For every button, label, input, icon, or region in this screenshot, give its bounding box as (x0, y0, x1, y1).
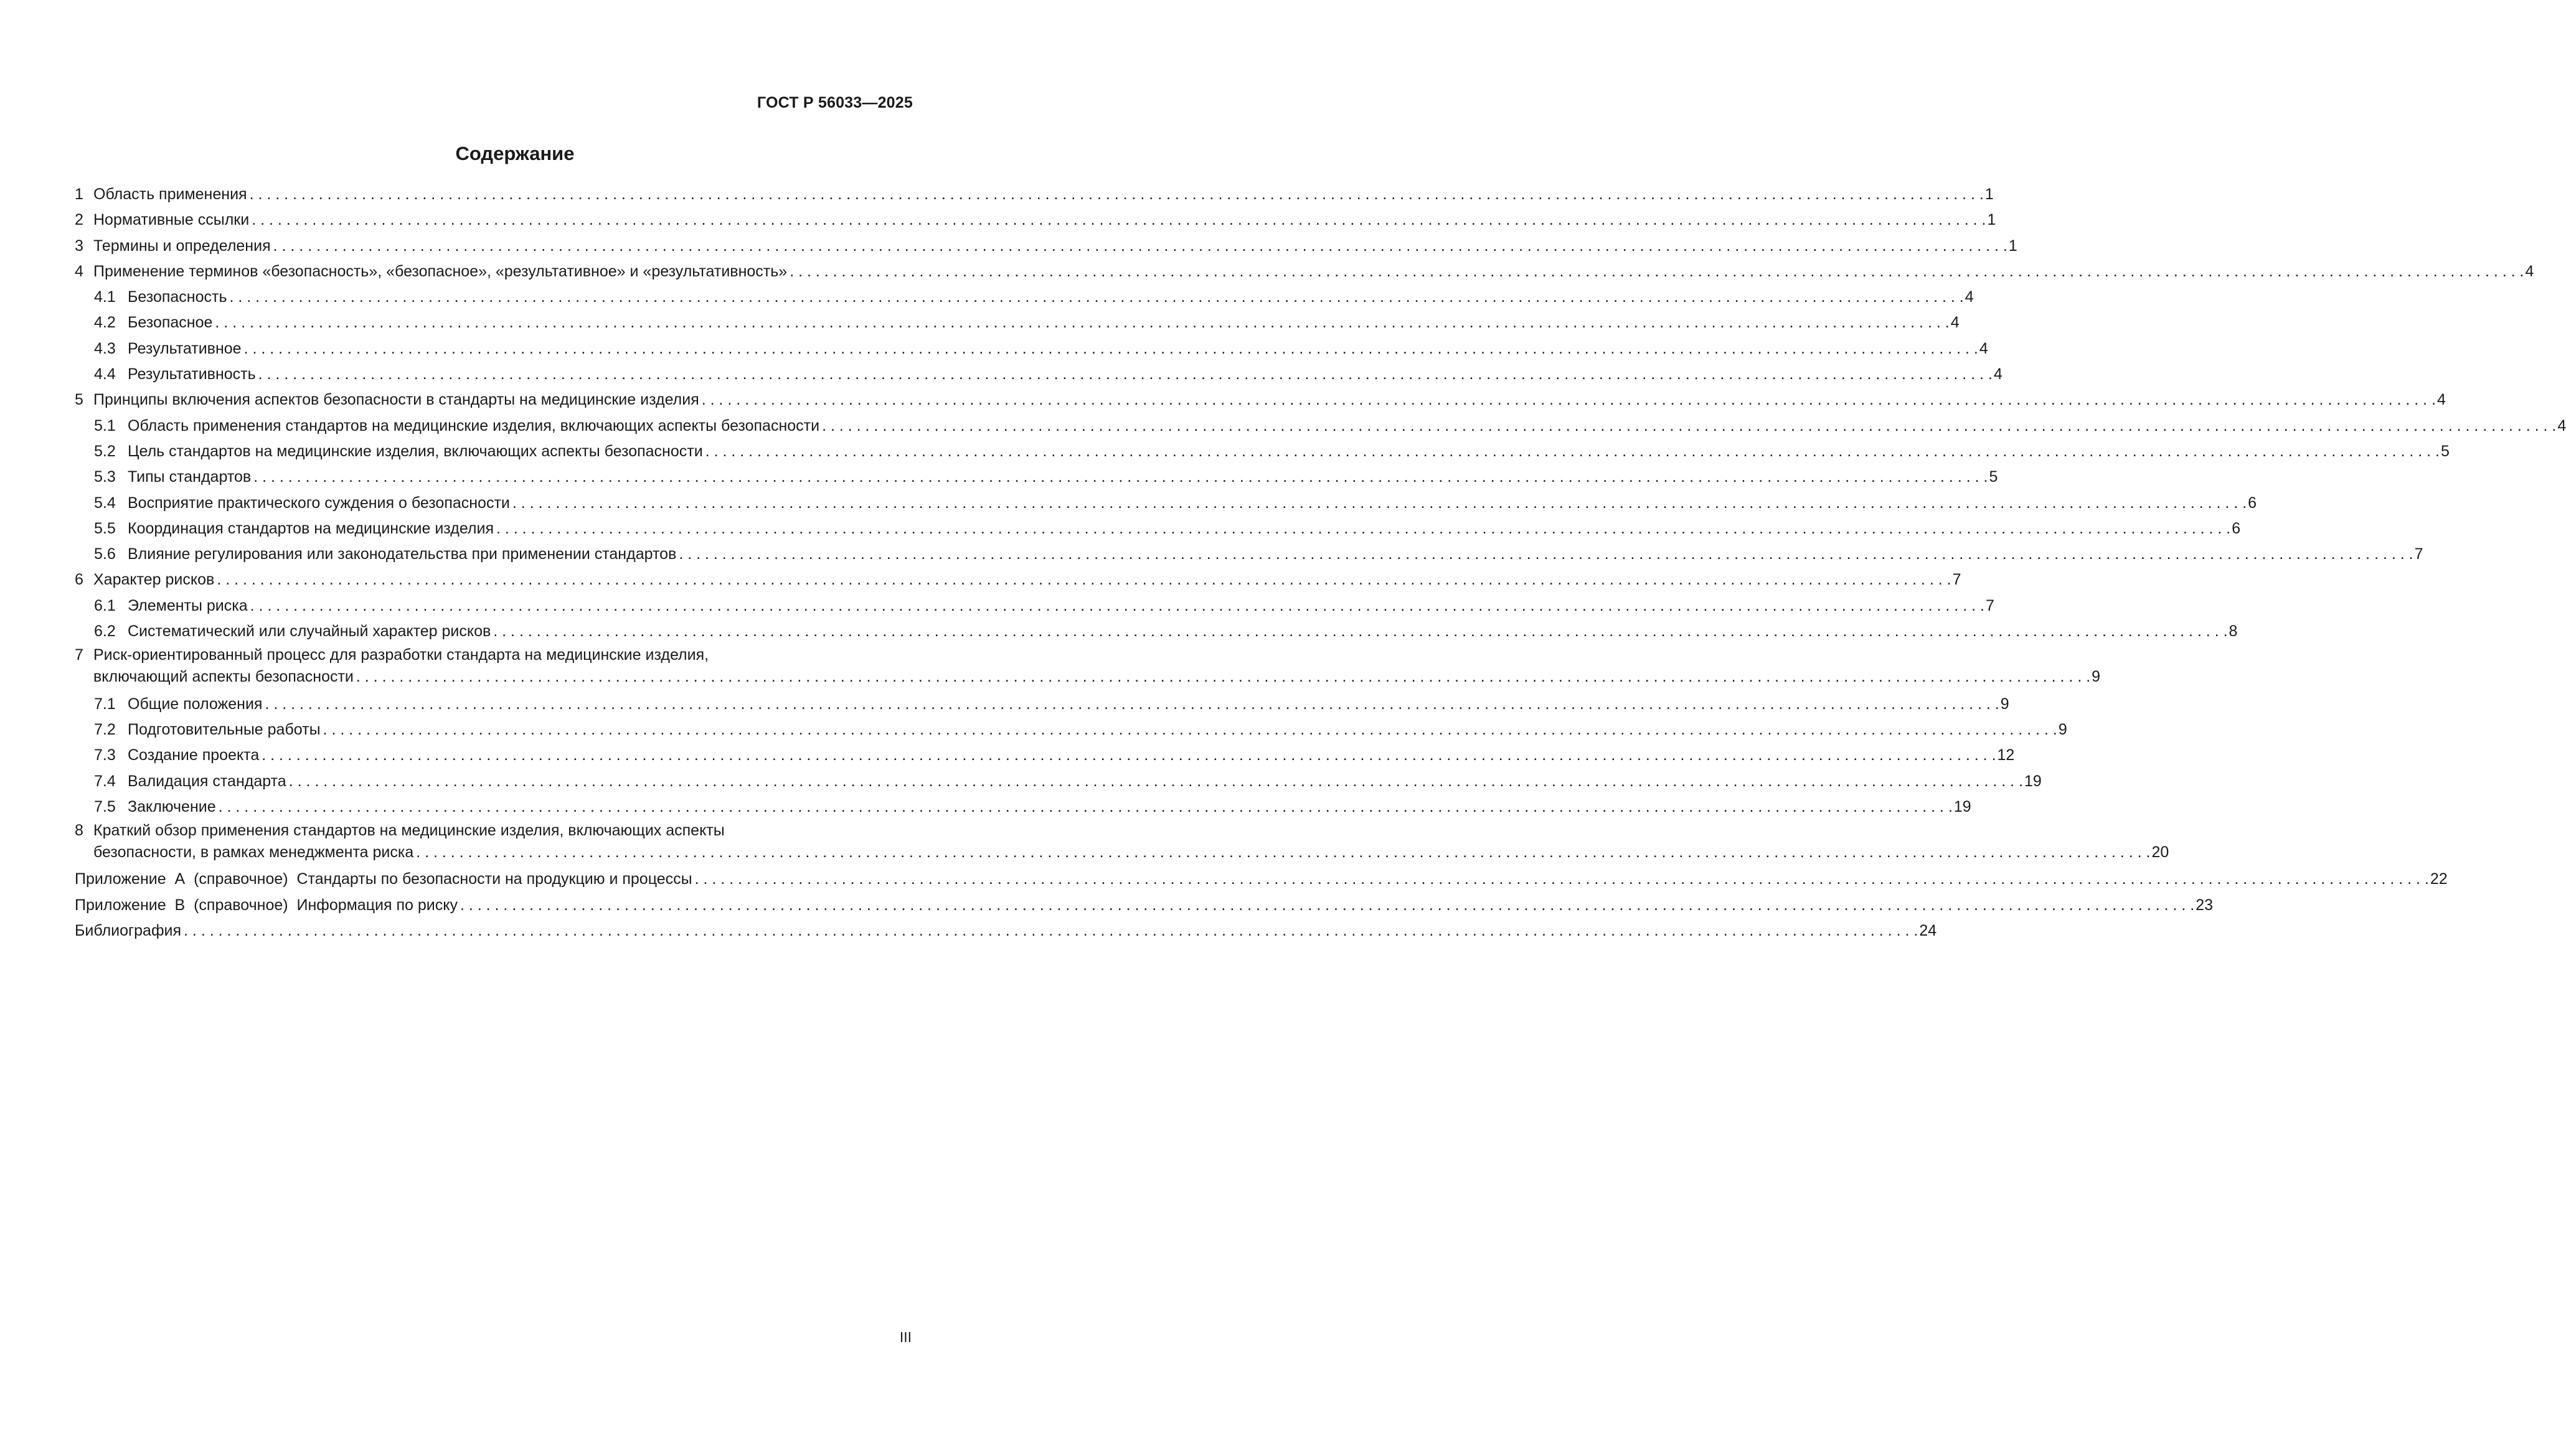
dot-leader (214, 567, 1951, 593)
dot-leader (262, 692, 1999, 717)
toc-entry-page: 4 (1993, 365, 2002, 383)
toc-entry[interactable] (75, 692, 2009, 717)
toc-entry[interactable] (75, 567, 1961, 593)
dot-leader (458, 893, 2194, 918)
dot-leader (247, 182, 1984, 207)
toc-entry-page: 7 (1985, 596, 1994, 614)
toc-entry[interactable] (75, 439, 2450, 464)
dot-leader (251, 464, 1988, 490)
toc-entry-appendix-b[interactable] (75, 893, 2214, 918)
toc-entry[interactable] (75, 743, 2015, 768)
table-of-contents (75, 182, 2566, 944)
toc-entry-title: Систематический или случайный характер рисков (128, 622, 491, 641)
toc-entry-title: Безопасное (128, 314, 213, 332)
dot-leader (248, 593, 1984, 619)
toc-entry-number: 6.2 (94, 622, 116, 641)
toc-entry-number: 1 (75, 186, 83, 203)
dot-leader (699, 387, 2436, 413)
toc-entry-page: 20 (2151, 843, 2169, 862)
toc-entry[interactable] (75, 387, 2446, 413)
dot-leader (212, 310, 1949, 336)
toc-entry-title: Элементы риска (128, 596, 248, 614)
toc-entry-title: Валидация стандарта (128, 772, 286, 790)
toc-entry[interactable] (75, 542, 2423, 567)
toc-entry[interactable] (75, 464, 1998, 490)
toc-entry-title: Библиография (75, 922, 182, 940)
dot-leader (819, 413, 2556, 439)
toc-entry-page: 9 (2000, 695, 2009, 713)
document-code: ГОСТ Р 56033—2025 (757, 94, 913, 111)
toc-entry-title: Влияние регулирования или законодательства при применении стандартов (128, 545, 677, 563)
toc-entry-number: 7.4 (94, 772, 116, 790)
dot-leader (354, 665, 2090, 691)
toc-entry-page: 24 (1919, 922, 1937, 940)
toc-entry-title-line2: включающий аспекты безопасности (93, 668, 354, 686)
toc-entry-title: Восприятие практического суждения о безопасности (128, 494, 510, 512)
toc-entry-number: 3 (75, 237, 83, 255)
toc-entry-title: Результативность (128, 365, 256, 383)
toc-entry-section-8[interactable] (75, 820, 2169, 867)
dot-leader (256, 362, 1993, 387)
toc-entry-number: 5.1 (94, 416, 116, 434)
toc-entry-title: Цель стандартов на медицинские изделия, включающих аспекты безопасности (128, 442, 703, 460)
toc-entry-page: 9 (2092, 668, 2101, 686)
toc-entry[interactable] (75, 207, 1996, 233)
toc-entry-page: 22 (2430, 870, 2448, 888)
toc-entry-page: 23 (2196, 896, 2214, 914)
toc-entry-title: Термины и определения (93, 237, 271, 255)
toc-entry-number: 4.2 (94, 314, 116, 332)
page-title: Содержание (455, 143, 575, 164)
toc-entry-title: Характер рисков (93, 571, 215, 589)
toc-entry-number: 5.3 (94, 468, 116, 486)
toc-entry-number: 7.5 (94, 797, 116, 815)
dot-leader (249, 207, 1986, 233)
toc-entry-title: Принципы включения аспектов безопасности в стандарты на медицинские изделия (93, 391, 699, 409)
toc-entry-number: 2 (75, 211, 83, 229)
dot-leader (676, 542, 2413, 567)
toc-entry-page: 1 (1987, 211, 1996, 229)
toc-entry[interactable] (75, 516, 2241, 542)
dot-leader (259, 743, 1996, 768)
dot-leader (703, 439, 2440, 464)
toc-entry-page: 5 (1989, 468, 1998, 486)
toc-entry-number: 5.6 (94, 545, 116, 563)
toc-entry-page: 7 (1952, 571, 1961, 589)
toc-entry-appendix-a[interactable] (75, 867, 2448, 892)
toc-entry-section-7[interactable] (75, 644, 2101, 691)
toc-entry-title: Координация стандартов на медицинские изделия (128, 519, 494, 537)
toc-entry-title: Типы стандартов (128, 468, 252, 486)
dot-leader (286, 769, 2023, 794)
toc-entry-title: Подготовительные работы (128, 720, 321, 738)
toc-entry-title: Область применения стандартов на медицинские изделия, включающих аспекты безопасности (128, 416, 820, 434)
toc-entry-number: 6.1 (94, 596, 116, 614)
toc-entry[interactable] (75, 362, 2002, 387)
toc-entry-number: 7.1 (94, 695, 116, 713)
toc-entry-number: 7 (75, 646, 83, 664)
toc-entry-page: 4 (2437, 391, 2446, 409)
dot-leader (494, 516, 2230, 542)
toc-entry-page: 4 (2557, 416, 2566, 434)
toc-entry[interactable] (75, 233, 2017, 259)
toc-entry[interactable] (75, 413, 2566, 439)
dot-leader (510, 491, 2247, 516)
toc-entry-number: 5.4 (94, 494, 116, 512)
toc-entry-page: 4 (1950, 314, 1960, 332)
toc-entry[interactable] (75, 769, 2042, 794)
dot-leader (181, 918, 1918, 944)
toc-entry-title: Создание проекта (128, 746, 260, 764)
toc-entry-page: 4 (2525, 262, 2534, 280)
toc-entry-number: 8 (75, 822, 83, 840)
toc-entry-page: 1 (2008, 237, 2017, 255)
toc-entry-title-line1: Риск-ориентированный процесс для разработки стандарта на медицинские изделия, (93, 646, 709, 664)
dot-leader (242, 336, 1978, 362)
toc-entry-title: Область применения (93, 186, 247, 203)
toc-entry[interactable] (75, 619, 2238, 644)
toc-entry-number: 7.2 (94, 720, 116, 738)
toc-entry-number: 5 (75, 391, 83, 409)
toc-entry-page: 4 (1965, 288, 1974, 306)
dot-leader (787, 259, 2524, 284)
toc-entry[interactable] (75, 310, 1960, 336)
toc-entry[interactable] (75, 284, 1974, 310)
toc-entry[interactable] (75, 593, 1994, 619)
toc-entry-page: 1 (1984, 186, 1994, 203)
dot-leader (227, 284, 1963, 310)
toc-entry-title: Приложение В (справочное) Информация по риску (75, 896, 458, 914)
toc-entry-title: Результативное (128, 339, 242, 357)
toc-entry-page: 6 (2232, 519, 2241, 537)
toc-entry-number: 6 (75, 571, 83, 589)
toc-entry-page: 8 (2229, 622, 2238, 641)
toc-entry[interactable] (75, 259, 2534, 284)
toc-entry-number: 5.2 (94, 442, 116, 460)
toc-entry[interactable] (75, 794, 1971, 820)
toc-entry-number: 4.1 (94, 288, 116, 306)
toc-entry[interactable] (75, 491, 2257, 516)
toc-entry-title-line1: Краткий обзор применения стандартов на медицинские изделия, включающих аспекты (93, 822, 725, 840)
toc-entry-number: 4.3 (94, 339, 116, 357)
toc-entry-number: 5.5 (94, 519, 116, 537)
toc-entry-title: Общие положения (128, 695, 263, 713)
toc-entry-page: 4 (1979, 339, 1988, 357)
toc-entry-number: 7.3 (94, 746, 116, 764)
toc-entry-bibliography[interactable] (75, 918, 1937, 944)
dot-leader (413, 841, 2150, 867)
toc-entry-page: 19 (1953, 797, 1971, 815)
toc-entry-page: 6 (2248, 494, 2257, 512)
toc-entry-title: Применение терминов «безопасность», «безопасное», «результативное» и «результативность» (93, 262, 788, 280)
dot-leader (216, 794, 1953, 820)
toc-entry-page: 19 (2024, 772, 2042, 790)
toc-entry[interactable] (75, 182, 1994, 207)
toc-entry-title: Заключение (128, 797, 216, 815)
toc-entry[interactable] (75, 717, 2067, 743)
toc-entry-title: Безопасность (128, 288, 227, 306)
dot-leader (491, 619, 2227, 644)
toc-entry-title: Нормативные ссылки (93, 211, 250, 229)
toc-entry[interactable] (75, 336, 1988, 362)
page-number: III (899, 1329, 912, 1345)
toc-entry-page: 12 (1997, 746, 2015, 764)
toc-entry-page: 5 (2440, 442, 2450, 460)
toc-entry-title: Приложение А (справочное) Стандарты по безопасности на продукцию и процессы (75, 870, 692, 888)
toc-entry-number: 4 (75, 262, 83, 280)
dot-leader (271, 233, 2007, 259)
dot-leader (321, 717, 2057, 743)
toc-entry-page: 9 (2058, 720, 2067, 738)
toc-entry-page: 7 (2414, 545, 2423, 563)
toc-entry-title-line2: безопасности, в рамках менеджмента риска (93, 843, 414, 862)
toc-entry-number: 4.4 (94, 365, 116, 383)
dot-leader (692, 867, 2429, 892)
